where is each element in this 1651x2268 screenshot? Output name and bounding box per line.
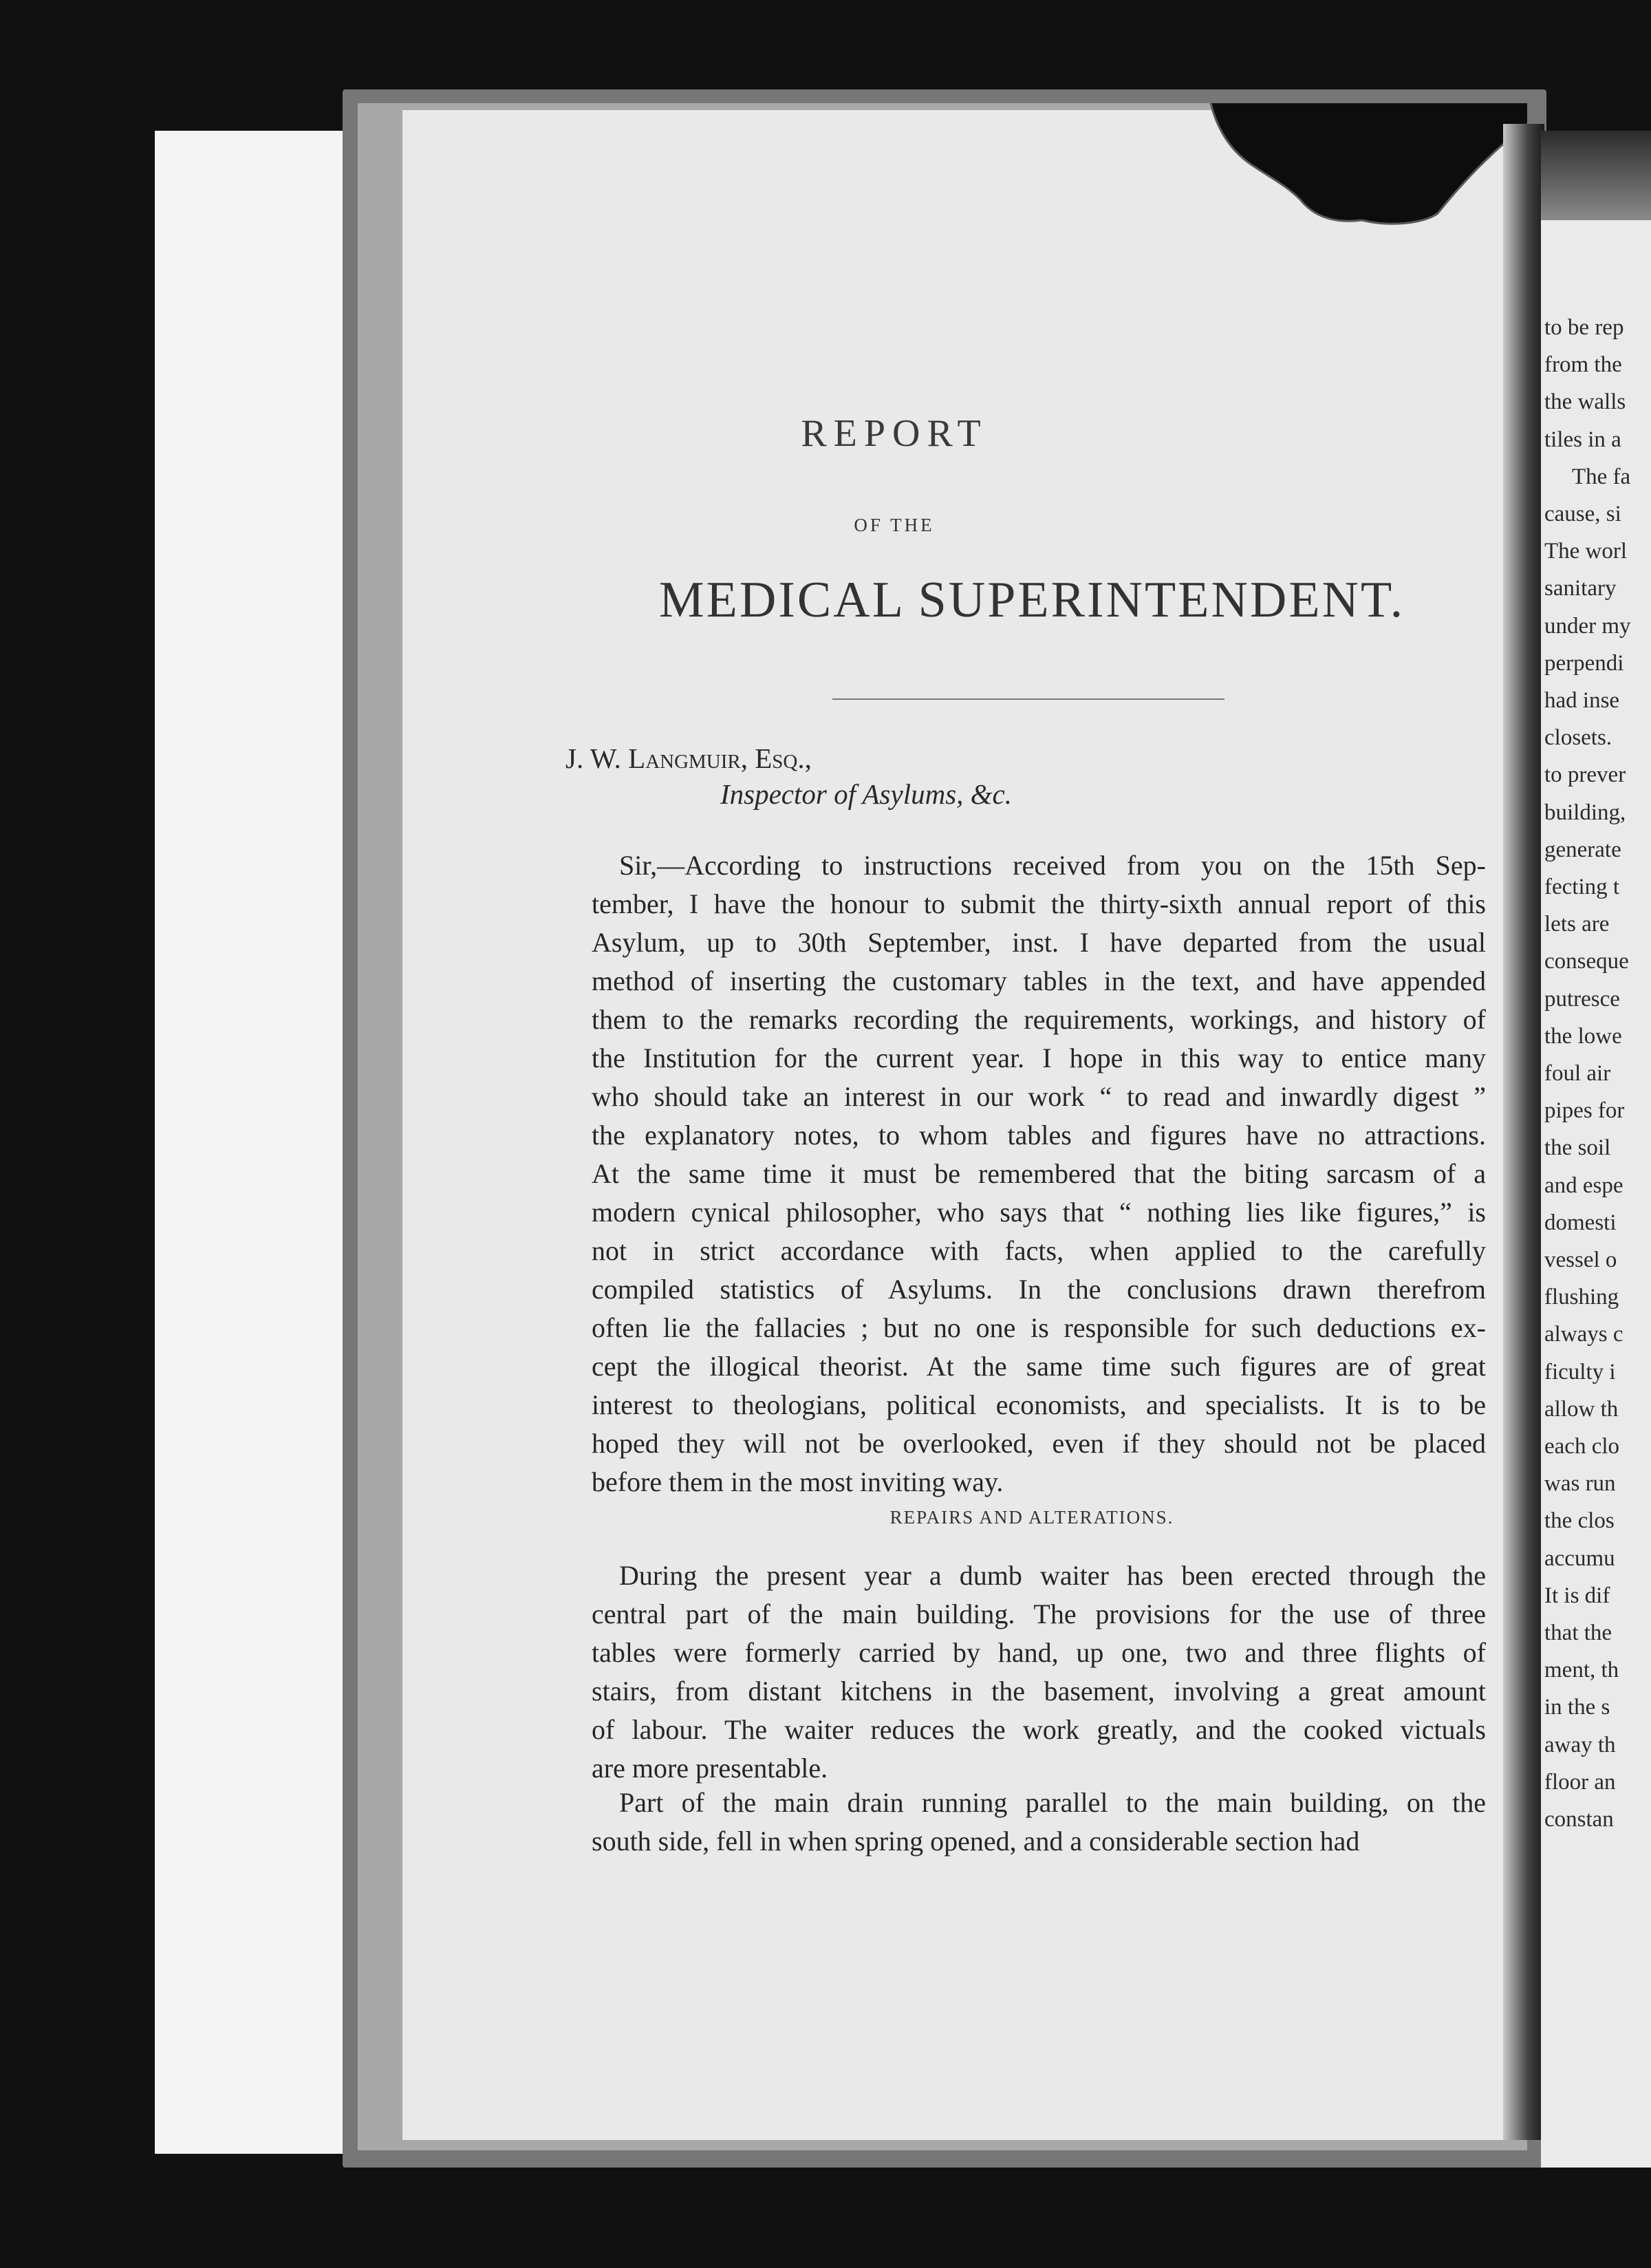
text-line: hoped they will not be overlooked, even if they should not be placed xyxy=(592,1428,1486,1459)
paragraph-introduction xyxy=(592,846,1486,1501)
section-heading: REPAIRS AND ALTERATIONS. xyxy=(889,1507,1174,1528)
text-line: modern cynical philosopher, who says that “ nothing lies like figures,” is xyxy=(592,1197,1486,1228)
text-line: method of inserting the customary tables in the text, and have appended xyxy=(592,965,1486,996)
facing-page-line: closets. xyxy=(1544,727,1612,749)
facing-page-line: It is dif xyxy=(1544,1585,1610,1607)
facing-page-line: constan xyxy=(1544,1808,1614,1831)
facing-page-line: pipes for xyxy=(1544,1100,1625,1122)
facing-page-line: sanitary xyxy=(1544,577,1617,600)
paragraph-dumb-waiter xyxy=(592,1556,1486,1788)
addressee-name: J. W. Langmuir, Esq., xyxy=(565,742,812,774)
facing-page-line: generate xyxy=(1544,839,1621,862)
text-line: tables were formerly carried by hand, up one, two and three flights of xyxy=(592,1637,1486,1668)
facing-page-line: tiles in a xyxy=(1544,429,1621,451)
text-line: During the present year a dumb waiter has been erected through the xyxy=(619,1560,1486,1591)
text-line: stairs, from distant kitchens in the basement, involving a great amount xyxy=(592,1676,1486,1707)
facing-page-line: fecting t xyxy=(1544,876,1620,899)
text-line: cept the illogical theorist. At the same time such figures are of great xyxy=(592,1351,1486,1382)
text-line: before them in the most inviting way. xyxy=(592,1466,1004,1497)
facing-page-line: The fa xyxy=(1572,466,1631,489)
facing-page-line: away th xyxy=(1544,1734,1616,1757)
paragraph-main-drain xyxy=(592,1784,1486,1861)
text-line: of labour. The waiter reduces the work greatly, and the cooked victuals xyxy=(592,1714,1486,1745)
facing-page-dark-edge xyxy=(1541,131,1651,220)
facing-page-line: to be rep xyxy=(1544,317,1624,339)
facing-page-line: in the s xyxy=(1544,1696,1610,1719)
facing-page-line: allow th xyxy=(1544,1398,1619,1421)
text-line: Sir,—According to instructions received from you on the 15th Sep- xyxy=(619,850,1486,881)
report-subtitle: OF THE xyxy=(854,515,935,535)
facing-page-line: vessel o xyxy=(1544,1249,1617,1272)
report-heading: MEDICAL SUPERINTENDENT. xyxy=(658,572,1405,628)
facing-page-line: from the xyxy=(1544,354,1622,376)
text-line: At the same time it must be remembered that the biting sarcasm of a xyxy=(592,1158,1486,1189)
facing-page-line: the clos xyxy=(1544,1510,1615,1532)
text-line: interest to theologians, political economists, and specialists. It is to be xyxy=(592,1389,1486,1420)
facing-page-line: accumu xyxy=(1544,1548,1615,1570)
facing-page-line: foul air xyxy=(1544,1062,1611,1085)
facing-page-line: the walls xyxy=(1544,391,1626,414)
text-line: central part of the main building. The provisions for the use of three xyxy=(592,1598,1486,1629)
text-line: not in strict accordance with facts, when applied to the carefully xyxy=(592,1235,1486,1266)
facing-page-line: ment, th xyxy=(1544,1659,1619,1682)
facing-page-line: that the xyxy=(1544,1622,1612,1645)
facing-page-line: had inse xyxy=(1544,689,1620,712)
facing-page-line: the soil xyxy=(1544,1137,1611,1159)
torn-corner xyxy=(1169,103,1527,255)
facing-page-line: under my xyxy=(1544,615,1631,638)
facing-page-line: was run xyxy=(1544,1473,1616,1495)
facing-page-line: the lowe xyxy=(1544,1025,1622,1048)
title-rule xyxy=(832,698,1224,700)
text-line: the Institution for the current year. I hope in this way to entice many xyxy=(592,1042,1486,1073)
text-line: compiled statistics of Asylums. In the conclusions drawn therefrom xyxy=(592,1274,1486,1305)
facing-page-line: floor an xyxy=(1544,1771,1616,1794)
text-line: the explanatory notes, to whom tables and figures have no attractions. xyxy=(592,1120,1486,1151)
text-line: often lie the fallacies ; but no one is responsible for such deductions ex- xyxy=(592,1312,1486,1343)
facing-page-line: always c xyxy=(1544,1323,1623,1346)
facing-page-line: domesti xyxy=(1544,1212,1617,1234)
text-line: are more presentable. xyxy=(592,1753,828,1784)
text-line: Asylum, up to 30th September, inst. I have departed from the usual xyxy=(592,927,1486,958)
facing-page-line: ficulty i xyxy=(1544,1361,1616,1384)
text-line: tember, I have the honour to submit the thirty-sixth annual report of this xyxy=(592,888,1486,919)
addressee-role: Inspector of Asylums, &c. xyxy=(720,778,1012,810)
facing-page-line: building, xyxy=(1544,802,1626,824)
facing-page-line: lets are xyxy=(1544,913,1610,936)
facing-page-line: putresce xyxy=(1544,988,1620,1011)
facing-page-line: and espe xyxy=(1544,1175,1623,1197)
facing-page-line: cause, si xyxy=(1544,503,1621,526)
text-line: them to the remarks recording the requirements, workings, and history of xyxy=(592,1004,1486,1035)
facing-page-line: conseque xyxy=(1544,950,1629,973)
facing-page-line: The worl xyxy=(1544,540,1628,563)
facing-page-line: to prever xyxy=(1544,764,1626,787)
text-line: south side, fell in when spring opened, and a considerable section had xyxy=(592,1826,1360,1857)
text-line: who should take an interest in our work “ to read and inwardly digest ” xyxy=(592,1081,1486,1112)
book-spine xyxy=(1503,124,1544,2140)
text-line: Part of the main drain running parallel to the main building, on the xyxy=(619,1787,1486,1818)
facing-page-line: perpendi xyxy=(1544,652,1624,675)
facing-page-line: each clo xyxy=(1544,1435,1620,1458)
facing-page-line: flushing xyxy=(1544,1286,1619,1309)
